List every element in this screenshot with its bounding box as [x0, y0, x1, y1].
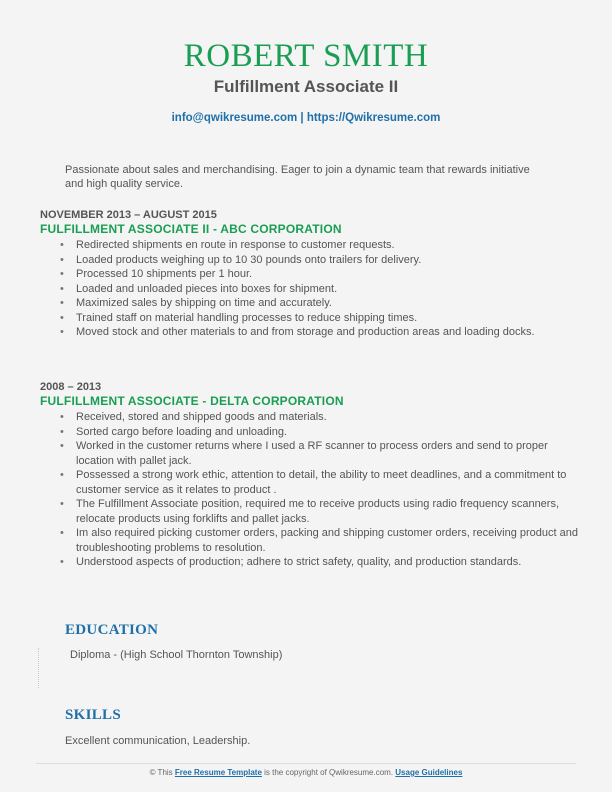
website-link[interactable]: https://Qwikresume.com: [306, 112, 441, 124]
education-heading: EDUCATION: [65, 622, 159, 638]
experience-role: FULFILLMENT ASSOCIATE - DELTA CORPORATION: [40, 394, 344, 408]
usage-guidelines-link[interactable]: Usage Guidelines: [395, 768, 463, 777]
footer-prefix: © This: [149, 768, 175, 777]
experience-dates: NOVEMBER 2013 – AUGUST 2015: [40, 209, 217, 221]
contact-separator: |: [297, 112, 307, 124]
experience-entry-1: [40, 208, 580, 340]
skills-heading: SKILLS: [65, 707, 121, 723]
bullet-item: • Maximized sales by shipping on time and accurately.: [76, 296, 580, 311]
bullet-item: • Worked in the customer returns where I used a RF scanner to process orders and send to proper location with pallet jack.: [76, 439, 580, 468]
experience-entry-2: [40, 380, 580, 570]
job-title: Fulfillment Associate II: [213, 77, 399, 96]
email-link[interactable]: info@qwikresume.com: [171, 112, 298, 124]
bullet-item: • Moved stock and other materials to and from storage and production areas and loading docks.: [76, 325, 580, 340]
bullet-item: • Trained staff on material handling processes to reduce shipping times.: [76, 311, 580, 326]
bullet-item: • Loaded products weighing up to 10 30 pounds onto trailers for delivery.: [76, 253, 580, 268]
footer: [0, 768, 612, 778]
summary-text: Passionate about sales and merchandising. Eager to join a dynamic team that rewards initiative and high quality service.: [65, 164, 530, 190]
bullet-item: • Redirected shipments en route in response to customer requests.: [76, 238, 580, 253]
bullet-item: • Received, stored and shipped goods and materials.: [76, 410, 580, 425]
bullet-item: • Loaded and unloaded pieces into boxes for shipment.: [76, 282, 580, 297]
bullet-item: • The Fulfillment Associate position, required me to receive products using radio frequency scanners, relocate products using forklifts and pallet jacks.: [76, 497, 580, 526]
bullet-item: • Possessed a strong work ethic, attention to detail, the ability to meet deadlines, and a commitment to customer service as it relates to product .: [76, 468, 580, 497]
bullet-item: • Understood aspects of production; adhere to strict safety, quality, and production standards.: [76, 555, 580, 570]
bullet-item: • Sorted cargo before loading and unloading.: [76, 425, 580, 440]
experience-bullets: [40, 238, 580, 340]
footer-divider: [36, 763, 576, 764]
education-divider: [38, 648, 40, 688]
education-text: Diploma - (High School Thornton Township): [70, 649, 283, 661]
experience-dates: 2008 – 2013: [40, 381, 102, 393]
skills-text: Excellent communication, Leadership.: [65, 735, 251, 747]
bullet-item: • Processed 10 shipments per 1 hour.: [76, 267, 580, 282]
bullet-item: • Im also required picking customer orders, packing and shipping customer orders, receiving product and troubleshooting problems to resolution.: [76, 526, 580, 555]
experience-role: FULFILLMENT ASSOCIATE II - ABC CORPORATION: [40, 222, 342, 236]
free-resume-template-link[interactable]: Free Resume Template: [174, 768, 262, 777]
footer-middle: is the copyright of Qwikresume.com.: [261, 768, 396, 777]
candidate-name: ROBERT SMITH: [183, 38, 429, 74]
experience-bullets: [40, 410, 580, 570]
contact-line: [0, 111, 612, 125]
